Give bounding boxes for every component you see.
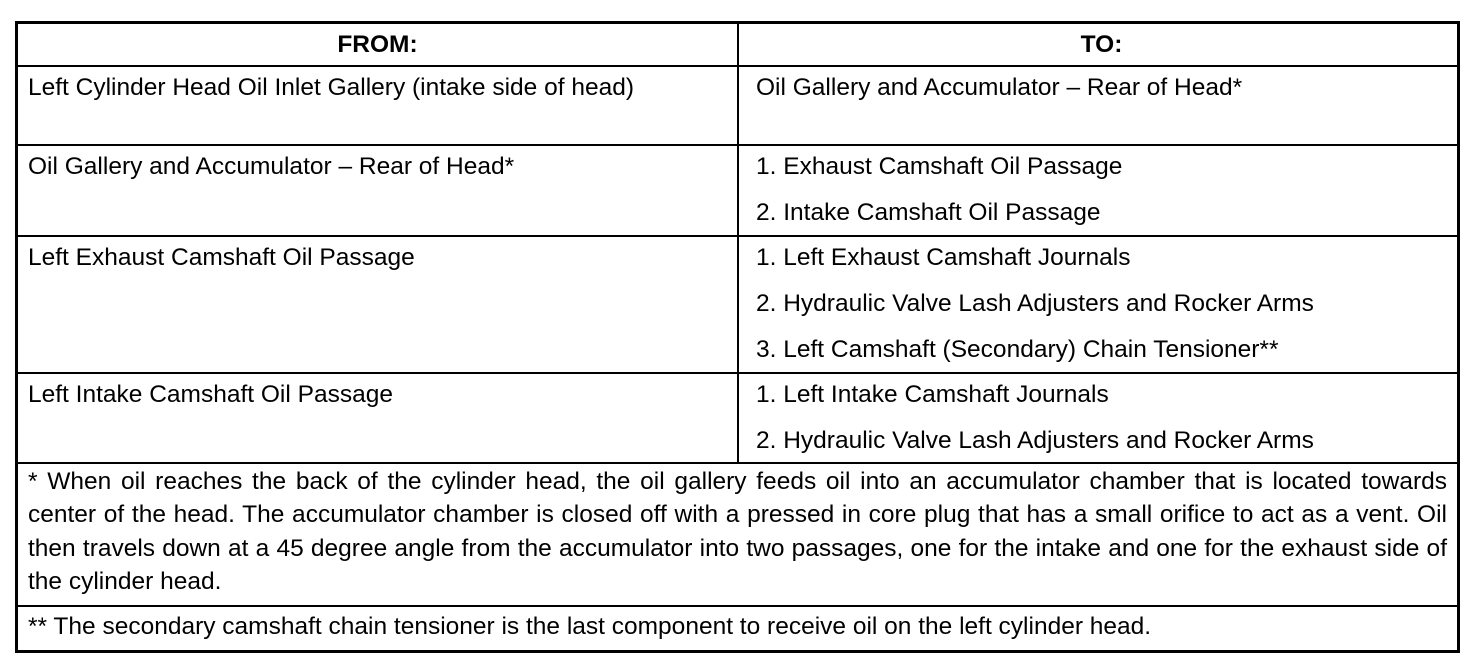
from-cell: Oil Gallery and Accumulator – Rear of Head*: [18, 146, 739, 235]
table-row: [18, 144, 1457, 235]
to-item: 1. Left Exhaust Camshaft Journals: [756, 244, 1131, 271]
header-to: TO:: [1080, 31, 1123, 58]
table-row: [18, 235, 1457, 372]
from-cell: Left Cylinder Head Oil Inlet Gallery (intake side of head): [18, 67, 739, 144]
to-cell: [739, 67, 1457, 144]
oil-flow-table: [15, 21, 1460, 653]
table-row: [18, 65, 1457, 144]
header-from: FROM:: [18, 24, 739, 65]
to-cell: [739, 146, 1457, 235]
footnote-row: [18, 462, 1457, 605]
table-row: [18, 372, 1457, 462]
table-header-row: [18, 24, 1457, 65]
footnote-accumulator: * When oil reaches the back of the cylinder head, the oil gallery feeds oil into an accumulator chamber that is located towards center of the head. The accumulator chamber is closed off with a pressed in core plug that has a small orifice to act as a vent. Oil then travels down at a 45 degree angle from the accumulator into two passages, one for the intake and one for the exhaust side of the cylinder head.: [28, 468, 1447, 595]
to-item: 2. Hydraulic Valve Lash Adjusters and Rocker Arms: [756, 290, 1314, 317]
to-item: 2. Hydraulic Valve Lash Adjusters and Rocker Arms: [756, 427, 1314, 454]
footnote-tensioner: ** The secondary camshaft chain tensioner is the last component to receive oil on the left cylinder head.: [28, 613, 1152, 640]
to-item: 1. Left Intake Camshaft Journals: [756, 381, 1109, 408]
from-cell: Left Exhaust Camshaft Oil Passage: [18, 237, 739, 372]
to-cell: [739, 374, 1457, 462]
to-item: 1. Exhaust Camshaft Oil Passage: [756, 153, 1123, 180]
to-item: 3. Left Camshaft (Secondary) Chain Tensioner**: [756, 336, 1279, 363]
from-cell: Left Intake Camshaft Oil Passage: [18, 374, 739, 462]
to-item: Oil Gallery and Accumulator – Rear of Head*: [756, 74, 1243, 101]
to-cell: [739, 237, 1457, 372]
footnote-row: [18, 605, 1457, 650]
to-item: 2. Intake Camshaft Oil Passage: [756, 199, 1101, 226]
